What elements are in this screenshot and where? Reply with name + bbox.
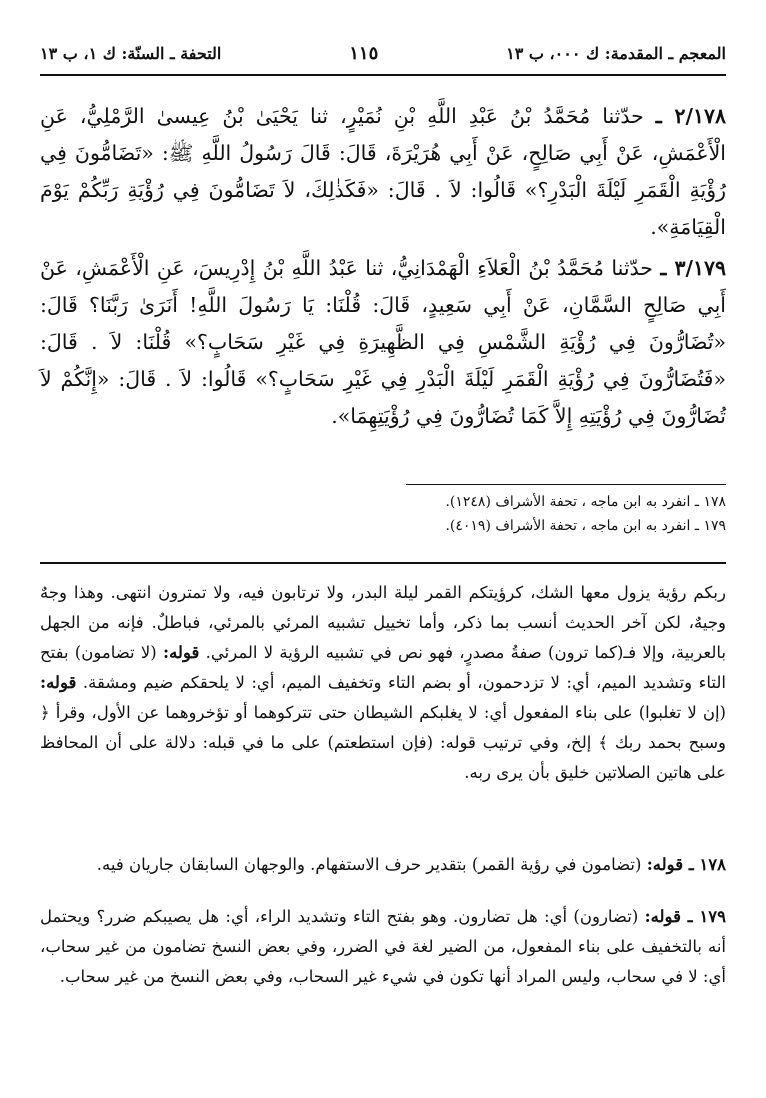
commentary-keyword: قوله: (40, 673, 77, 692)
footnote-rule (406, 484, 726, 485)
hadith-number: ٢/١٧٨ ـ (655, 104, 726, 128)
hadith-text: حدّثنا مُحَمَّدُ بْنُ عَبْدِ اللَّهِ بْنِ نُمَيْرٍ، ثنا يَحْيَىٰ بْنُ عِيسىٰ الرَّمْلِيُّ، عَنِ الْأَعْمَشِ، عَنْ أَبِي صَالِحٍ، عَنْ أَبِي هُرَيْرَةَ، قَالَ: قَالَ رَسُولُ اللَّهِ ﷺ: «تَضَامُّونَ فِي رُؤْيَةِ الْقَمَرِ لَيْلَةَ الْبَدْرِ؟» قَالُوا: لاَ . قَالَ: «فَكَذٰلِكَ، لاَ تَضَامُّونَ فِي رُؤْيَةِ رَبِّكُمْ يَوْمَ الْقِيَامَةِ». (40, 104, 726, 239)
commentary-keyword: قوله: (163, 643, 200, 662)
commentary-text-2: (لا تضامون) بفتح التاء وتشديد الميم، أي: لا تزدحمون، أو بضم التاء وتخفيف الميم، أي: لا يلحقكم ضيم ومشقة. (40, 643, 726, 692)
commentary-text: (تضامون في رؤية القمر) بتقدير حرف الاستفهام. والوجهان السابقان جاريان فيه. (96, 855, 642, 874)
header-rule (40, 74, 726, 76)
commentary-label: ١٧٨ ـ قوله: (646, 855, 726, 874)
header-right-reference: المعجم ـ المقدمة: ك ٠٠٠، ب ١٣ (506, 43, 726, 63)
commentary-rule (40, 562, 726, 564)
page-number: ١١٥ (349, 42, 379, 64)
footnote-179: ١٧٩ ـ انفرد به ابن ماجه ، تحفة الأشراف (٤٠١٩). (445, 518, 726, 534)
commentary-continuation (40, 578, 726, 788)
hadith-number: ٣/١٧٩ ـ (660, 256, 726, 280)
hadith-179 (40, 250, 726, 435)
commentary-text-3: (إن لا تغلبوا) على بناء المفعول أي: لا يغلبكم الشيطان حتى تتركوهما أو تؤخروهما عن الأول، وقرأ ﴿ وسبح بحمد ربك ﴾ إلخ، وفي ترتيب قوله: (فإن استطعتم) على ما في قبله: دلالة على أن المحافظ على هاتين الصلاتين خليق بأن يرى ربه. (40, 703, 726, 782)
commentary-178 (40, 850, 726, 880)
footnotes (40, 490, 726, 538)
commentary-text-1: ربكم رؤية يزول معها الشك، كرؤيتكم القمر ليلة البدر، ولا ترتابون فيه، ولا تمترون انتهى. وهذا وجهٌ وجيهٌ، لكن آخر الحديث أنسب بما ذكر، وأما تخييل تشبيه المرئي بالمرئي، فباطلٌ. فإنه من الجهل بالعربية، وإلا فـ(كما ترون) صفةُ مصدرٍ، فهو نص في تشبيه الرؤية لا المرئي. (40, 583, 726, 662)
hadith-178 (40, 98, 726, 246)
hadith-text: حدّثنا مُحَمَّدُ بْنُ الْعَلاَءِ الْهَمْدَانِيُّ، ثنا عَبْدُ اللَّهِ بْنُ إِدْرِيسَ، عَنِ الْأَعْمَشِ، عَنْ أَبِي صَالِحٍ السَّمَّانِ، عَنْ أَبِي سَعِيدٍ، قَالَ: قُلْنَا: يَا رَسُولَ اللَّهِ! أَنَرَىٰ رَبَّنَا؟ قَالَ: «تُضَارُّونَ فِي رُؤْيَةِ الشَّمْسِ فِي الظَّهِيرَةِ فِي غَيْرِ سَحَابٍ؟» قُلْنَا: لاَ . قَالَ: «فَتُضَارُّونَ فِي رُؤْيَةِ الْقَمَرِ لَيْلَةَ الْبَدْرِ فِي غَيْرِ سَحَابٍ؟» قَالُوا: لاَ . قَالَ: «إِنَّكُمْ لاَ تُضَارُّونَ فِي رُؤْيَتِهِ إِلاَّ كَمَا تُضَارُّونَ فِي رُؤْيَتِهِمَا». (40, 256, 726, 428)
commentary-label: ١٧٩ ـ قوله: (644, 907, 727, 926)
header-left-reference: التحفة ـ السنّة: ك ١، ب ١٣ (40, 43, 222, 63)
commentary-179 (40, 902, 726, 992)
page-header (40, 38, 726, 68)
footnote-178: ١٧٨ ـ انفرد به ابن ماجه ، تحفة الأشراف (١٢٤٨). (445, 494, 726, 510)
commentary-text: (تضارون) أي: هل تضارون. وهو بفتح التاء وتشديد الراء، أي: هل يصيبكم ضرر؟ ويحتمل أنه بالتخفيف على بناء المفعول، من الضير لغة في الضرر، وفي بعض النسخ تضامون من غير سحاب، أي: لا في سحاب، وليس المراد أنها تكون في شيء غير السحاب، وفي بعض النسخ من غير سحاب. (40, 907, 726, 986)
commentary-paragraph (40, 578, 726, 788)
